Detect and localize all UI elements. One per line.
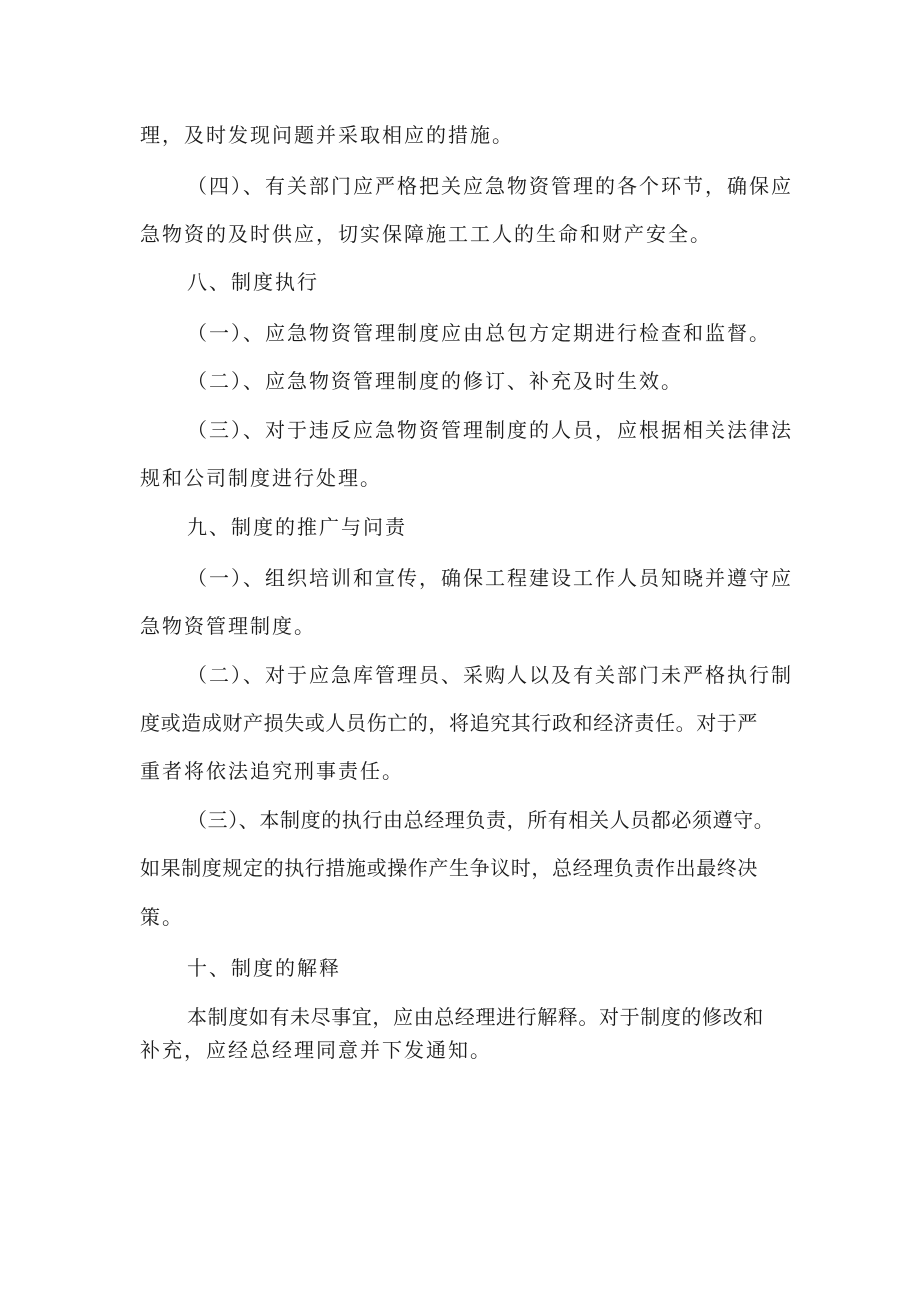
paragraph-line: 急物资的及时供应，切实保障施工工人的生命和财产安全。 (140, 222, 712, 246)
paragraph-line: （一）、组织培训和宣传，确保工程建设工作人员知晓并遵守应 (187, 566, 793, 590)
paragraph-line: 重者将依法追究刑事责任。 (140, 759, 404, 783)
paragraph-line: 急物资管理制度。 (140, 614, 316, 638)
paragraph-line: （三）、对于违反应急物资管理制度的人员，应根据相关法律法 (187, 418, 793, 442)
paragraph-line: （二）、应急物资管理制度的修订、补充及时生效。 (187, 369, 683, 393)
paragraph-line: 规和公司制度进行处理。 (140, 466, 382, 490)
paragraph-line: （三）、本制度的执行由总经理负责，所有相关人员都必须遵守。 (187, 808, 775, 832)
paragraph-line: （一）、应急物资管理制度应由总包方定期进行检查和监督。 (187, 321, 771, 345)
section-heading: 十、制度的解释 (187, 956, 341, 980)
paragraph-line: 策。 (140, 905, 184, 929)
section-heading: 九、制度的推广与问责 (187, 515, 407, 539)
paragraph-line: （二）、对于应急库管理员、采购人以及有关部门未严格执行制 (187, 663, 793, 687)
paragraph-line: 理，及时发现问题并采取相应的措施。 (140, 123, 514, 147)
section-heading: 八、制度执行 (187, 270, 319, 294)
paragraph-line: （四）、有关部门应严格把关应急物资管理的各个环节，确保应 (187, 174, 793, 198)
paragraph-line: 度或造成财产损失或人员伤亡的，将追究其行政和经济责任。对于严 (140, 711, 758, 735)
paragraph-line: 如果制度规定的执行措施或操作产生争议时，总经理负责作出最终决 (140, 856, 758, 880)
paragraph-line: 补充，应经总经理同意并下发通知。 (140, 1038, 492, 1062)
paragraph-line: 本制度如有未尽事宜，应由总经理进行解释。对于制度的修改和 (187, 1005, 764, 1029)
